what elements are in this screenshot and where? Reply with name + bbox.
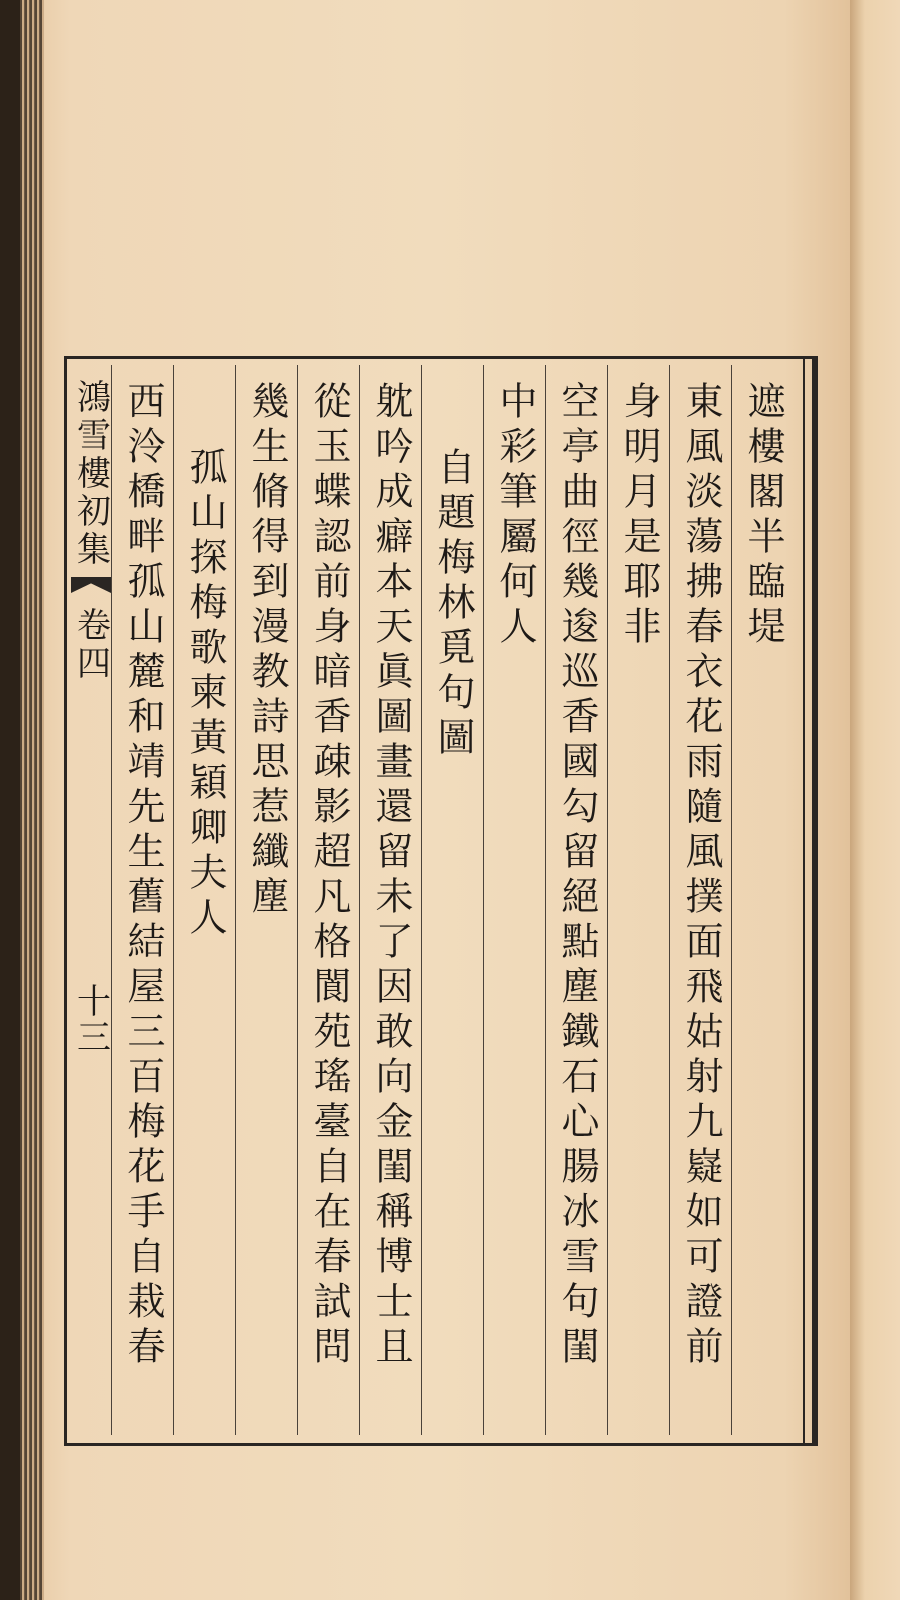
book-page: [20, 0, 850, 1600]
column-text: 孤山探梅歌柬黃穎卿夫人: [183, 447, 227, 942]
text-column: [421, 365, 484, 1435]
text-frame: [64, 356, 818, 1446]
text-column: [359, 365, 422, 1435]
column-text: 遮樓閣半臨堤: [741, 381, 785, 651]
book-title: 鴻雪樓初集: [70, 379, 111, 569]
text-column: [731, 365, 794, 1435]
fishtail-mark: [71, 577, 111, 593]
column-text: 躭吟成癖本天眞圖畫還留未了因敢向金閨稱博士且: [369, 381, 413, 1371]
column-text: 身明月是耶非: [617, 381, 661, 651]
text-column: [483, 365, 546, 1435]
text-column: [545, 365, 608, 1435]
text-column: [173, 365, 236, 1435]
column-text: 從玉蝶認前身暗香疎影超凡格閬苑瑤臺自在春試問: [307, 381, 351, 1371]
column-text: 西泠橋畔孤山麓和靖先生舊結屋三百梅花手自栽春: [121, 381, 165, 1371]
text-column: [607, 365, 670, 1435]
text-column: [669, 365, 732, 1435]
text-column: [297, 365, 360, 1435]
volume-label: 卷四: [70, 607, 111, 683]
text-column: [111, 365, 174, 1435]
page-number: 十三: [70, 983, 111, 1055]
column-text: 東風淡蕩拂春衣花雨隨風撲面飛姑射九嶷如可證前: [679, 381, 723, 1371]
next-page-edge: [850, 0, 900, 1600]
margin-column: [67, 359, 115, 1443]
page-edge-stack: [20, 0, 44, 1600]
column-text: 自題梅林覓句圖: [431, 447, 475, 762]
column-text: 幾生脩得到漫教詩思惹纖塵: [245, 381, 289, 921]
text-column: [235, 365, 298, 1435]
column-text: 空亭曲徑幾逡巡香國勾留絕點塵鐵石心腸冰雪句閨: [555, 381, 599, 1371]
column-text: 中彩筆屬何人: [493, 381, 537, 651]
